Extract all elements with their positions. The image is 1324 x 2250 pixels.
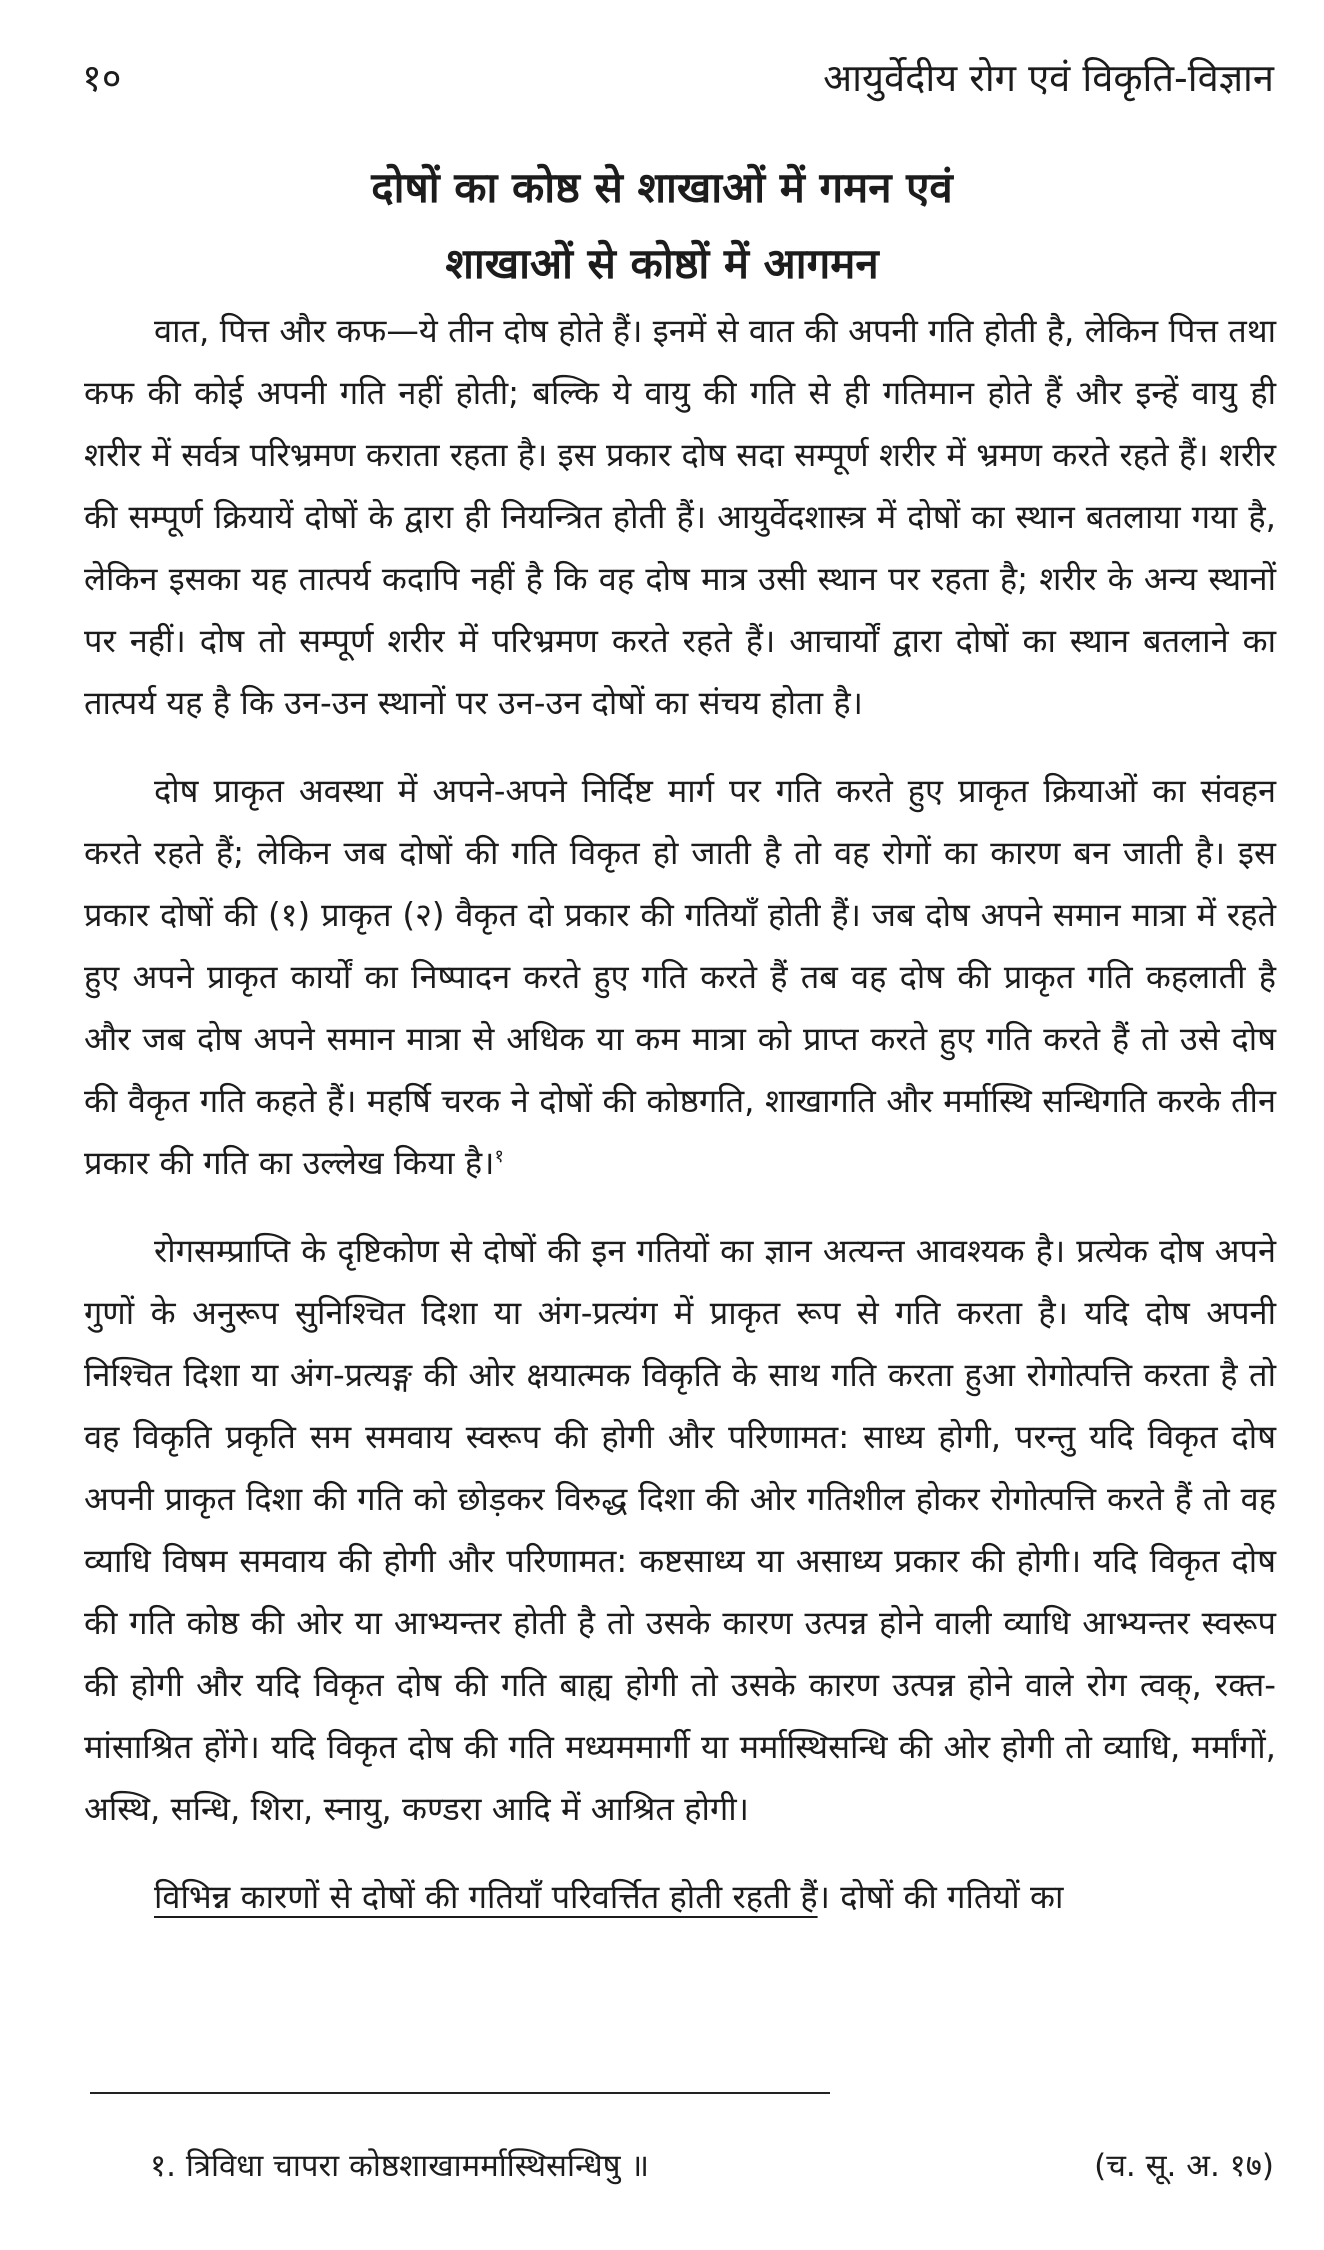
paragraph-2 (84, 760, 1276, 1194)
section-title (60, 150, 1264, 302)
paragraph-1: वात, पित्त और कफ—ये तीन दोष होते हैं। इनमें से वात की अपनी गति होती है, लेकिन पित्त तथा कफ की कोई अपनी गति नहीं होती; बल्कि ये वायु की गति से ही गतिमान होते हैं और इन्हें वायु ही शरीर में सर्वत्र परिभ्रमण कराता रहता है। इस प्रकार दोष सदा सम्पूर्ण शरीर में भ्रमण करते रहते हैं। शरीर की सम्पूर्ण क्रियायें दोषों के द्वारा ही नियन्त्रित होती हैं। आयुर्वेदशास्त्र में दोषों का स्थान बतलाया गया है, लेकिन इसका यह तात्पर्य कदापि नहीं है कि वह दोष मात्र उसी स्थान पर रहता है; शरीर के अन्य स्थानों पर नहीं। दोष तो सम्पूर्ण शरीर में परिभ्रमण करते रहते हैं। आचार्यों द्वारा दोषों का स्थान बतलाने का तात्पर्य यह है कि उन-उन स्थानों पर उन-उन दोषों का संचय होता है। (84, 312, 1276, 722)
paragraph-4-rest: । दोषों की गतियों का (817, 1878, 1064, 1916)
paragraph-4 (84, 1866, 1276, 1928)
footnote (150, 2140, 1274, 2192)
section-title-line-2: शाखाओं से कोष्ठों में आगमन (445, 239, 879, 288)
page-header (82, 48, 1274, 108)
footnote-marker: १ (494, 1146, 504, 1168)
body-text (84, 300, 1276, 1954)
section-title-line-1: दोषों का कोष्ठ से शाखाओं में गमन एवं (371, 163, 953, 212)
footnote-divider (90, 2092, 830, 2094)
paragraph-3: रोगसम्प्राप्ति के दृष्टिकोण से दोषों की इन गतियों का ज्ञान अत्यन्त आवश्यक है। प्रत्येक दोष अपने गुणों के अनुरूप सुनिश्चित दिशा या अंग-प्रत्यंग में प्राकृत रूप से गति करता है। यदि दोष अपनी निश्चित दिशा या अंग-प्रत्यङ्ग की ओर क्षयात्मक विकृति के साथ गति करता हुआ रोगोत्पत्ति करता है तो वह विकृति प्रकृति सम समवाय स्वरूप की होगी और परिणामत: साध्य होगी, परन्तु यदि विकृत दोष अपनी प्राकृत दिशा की गति को छोड़कर विरुद्ध दिशा की ओर गतिशील होकर रोगोत्पत्ति करते हैं तो वह व्याधि विषम समवाय की होगी और परिणामत: कष्टसाध्य या असाध्य प्रकार की होगी। यदि विकृत दोष की गति कोष्ठ की ओर या आभ्यन्तर होती है तो उसके कारण उत्पन्न होने वाली व्याधि आभ्यन्तर स्वरूप की होगी और यदि विकृत दोष की गति बाह्य होगी तो उसके कारण उत्पन्न होने वाले रोग त्वक्, रक्त-मांसाश्रित होंगे। यदि विकृत दोष की गति मध्यममार्गी या मर्मास्थिसन्धि की ओर होगी तो व्याधि, मर्मांगों, अस्थि, सन्धि, शिरा, स्नायु, कण्डरा आदि में आश्रित होगी। (84, 1232, 1277, 1828)
footnote-text: १. त्रिविधा चापरा कोष्ठशाखामर्मास्थिसन्धिषु ॥ (150, 2148, 650, 2184)
running-head: आयुर्वेदीय रोग एवं विकृति-विज्ञान (823, 56, 1274, 100)
paragraph-2-text: दोष प्राकृत अवस्था में अपने-अपने निर्दिष्ट मार्ग पर गति करते हुए प्राकृत क्रियाओं का संवहन करते रहते हैं; लेकिन जब दोषों की गति विकृत हो जाती है तो वह रोगों का कारण बन जाती है। इस प्रकार दोषों की (१) प्राकृत (२) वैकृत दो प्रकार की गतियाँ होती हैं। जब दोष अपने समान मात्रा में रहते हुए अपने प्राकृत कार्यों का निष्पादन करते हुए गति करते हैं तब वह दोष की प्राकृत गति कहलाती है और जब दोष अपने समान मात्रा से अधिक या कम मात्रा को प्राप्त करते हुए गति करते हैं तो उसे दोष की वैकृत गति कहते हैं। महर्षि चरक ने दोषों की कोष्ठगति, शाखागति और मर्मास्थि सन्धिगति करके तीन प्रकार की गति का उल्लेख किया है। (84, 772, 1276, 1182)
page-number: १० (82, 56, 122, 100)
footnote-reference: (च. सू. अ. १७) (1094, 2148, 1274, 2184)
underlined-phrase: विभिन्न कारणों से दोषों की गतियाँ परिवर्त्तित होती रहती हैं (154, 1878, 818, 1916)
